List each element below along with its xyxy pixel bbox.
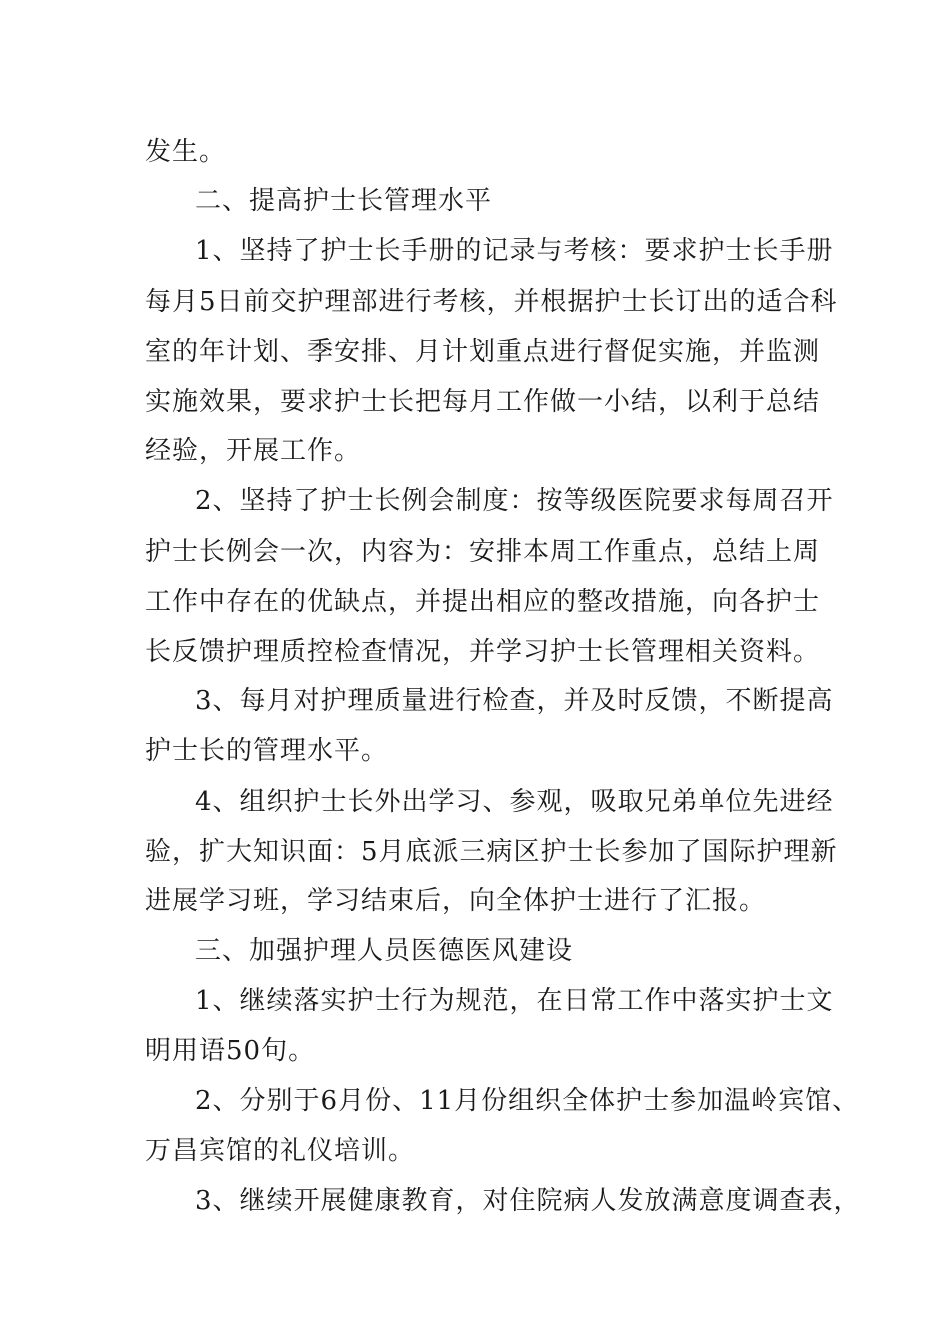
paragraph-line: 室的年计划、季安排、月计划重点进行督促实施，并监测 — [145, 337, 821, 367]
paragraph-line: 2、分别于6月份、11月份组织全体护士参加温岭宾馆、 — [195, 1086, 860, 1116]
paragraph-line: 工作中存在的优缺点，并提出相应的整改措施，向各护士 — [145, 587, 821, 617]
paragraph-line: 护士长例会一次，内容为：安排本周工作重点，总结上周 — [145, 537, 821, 567]
paragraph-line: 4、组织护士长外出学习、参观，吸取兄弟单位先进经 — [195, 787, 834, 817]
paragraph-line: 3、每月对护理质量进行检查，并及时反馈，不断提高 — [195, 686, 834, 716]
section-heading: 三、加强护理人员医德医风建设 — [195, 936, 574, 966]
section-heading: 二、提高护士长管理水平 — [195, 186, 493, 216]
paragraph-line: 长反馈护理质控检查情况，并学习护士长管理相关资料。 — [145, 637, 821, 667]
paragraph-line: 发生。 — [145, 137, 227, 167]
paragraph-line: 进展学习班，学习结束后，向全体护士进行了汇报。 — [145, 886, 767, 916]
paragraph-line: 护士长的管理水平。 — [145, 736, 389, 766]
paragraph-line: 1、继续落实护士行为规范，在日常工作中落实护士文 — [195, 986, 834, 1016]
paragraph-line: 2、坚持了护士长例会制度：按等级医院要求每周召开 — [195, 486, 834, 516]
paragraph-line: 实施效果，要求护士长把每月工作做一小结，以利于总结 — [145, 387, 821, 417]
paragraph-line: 万昌宾馆的礼仪培训。 — [145, 1136, 416, 1166]
paragraph-line: 每月5日前交护理部进行考核，并根据护士长订出的适合科 — [145, 287, 838, 317]
paragraph-line: 验，扩大知识面：5月底派三病区护士长参加了国际护理新 — [145, 837, 838, 867]
paragraph-line: 经验，开展工作。 — [145, 436, 362, 466]
paragraph-line: 3、继续开展健康教育，对住院病人发放满意度调查表， — [195, 1186, 861, 1216]
paragraph-line: 1、坚持了护士长手册的记录与考核：要求护士长手册 — [195, 236, 834, 266]
paragraph-line: 明用语50句。 — [145, 1036, 316, 1066]
